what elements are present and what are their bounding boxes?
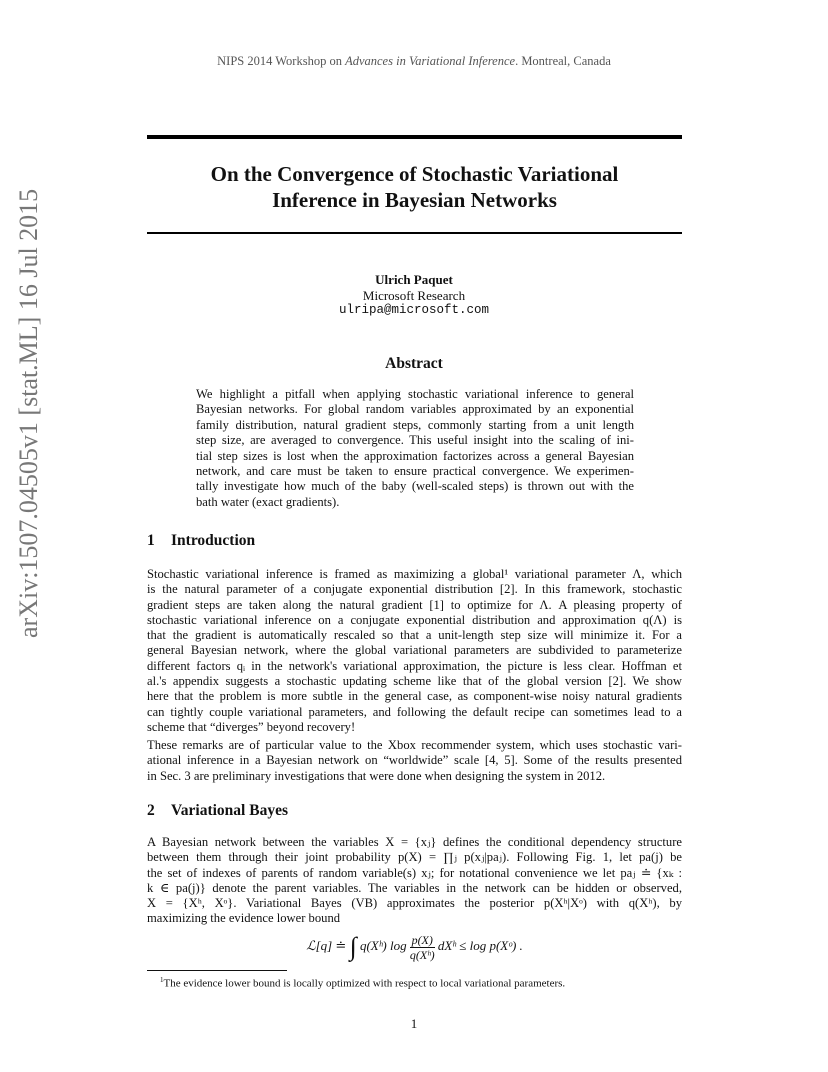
paragraph-line: in Sec. 3 are preliminary investigations that were done when designing the system in 2012.	[147, 768, 606, 783]
paper-title	[147, 161, 682, 213]
footnote	[160, 976, 565, 990]
equation-lhs: ℒ[q] ≐	[306, 937, 347, 953]
abstract-line: Bayesian networks. For global random variables approximated by an exponential	[196, 402, 634, 417]
paragraph-line: the set of indexes of parents of random variable(s) xⱼ; for notational convenience we let paⱼ ≐ {xₖ :	[147, 865, 682, 880]
title-line-1: On the Convergence of Stochastic Variational	[210, 162, 619, 186]
author-affiliation: Microsoft Research	[362, 287, 466, 303]
venue-prefix: NIPS 2014 Workshop on	[217, 54, 346, 68]
arxiv-stamp	[14, 188, 44, 640]
footnote-text: The evidence lower bound is locally optimized with respect to local variational parameters.	[163, 977, 566, 990]
paragraph-line: A Bayesian network between the variables X = {xⱼ} defines the conditional dependency structure	[147, 835, 682, 849]
author-email: ulripa@microsoft.com	[338, 303, 490, 317]
section-1-title: Introduction	[171, 532, 256, 549]
title-rule-top	[147, 135, 682, 139]
footnote-mark: 1	[160, 976, 164, 984]
section-2-heading	[147, 802, 288, 820]
fraction-denominator: q(Xʰ)	[409, 947, 435, 962]
paragraph-line: maximizing the evidence lower bound	[147, 911, 341, 926]
intro-paragraph-2	[147, 738, 682, 784]
author-name: Ulrich Paquet	[375, 272, 453, 287]
section-1-number: 1	[147, 532, 155, 549]
paragraph-line: stochastic variational inference on a conjugate exponential distribution and approximation q(Λ) is	[147, 612, 682, 627]
intro-paragraph-1	[147, 567, 682, 735]
abstract-line: family distribution, natural gradient steps, commonly starting from a unit length	[196, 417, 634, 432]
abstract-line: network, and care must be taken to ensure practical convergence. We experimen-	[196, 464, 634, 479]
paragraph-line: here that the problem is more subtle in the general case, as component-wise noisy natural gradients	[147, 689, 682, 704]
abstract-heading: Abstract	[385, 355, 443, 372]
venue-workshop: Advances in Variational Inference	[345, 54, 516, 68]
paragraph-line: between them through their joint probability p(X) = ∏ⱼ p(xⱼ|paⱼ). Following Fig. 1, let pa(j) be	[147, 850, 682, 865]
abstract-line: We highlight a pitfall when applying stochastic variational inference to general	[196, 387, 634, 401]
author-block	[0, 272, 828, 319]
abstract-line: step size, are averaged to convergence. This useful insight into the scaling of ini-	[196, 433, 634, 448]
paragraph-line: gradient steps are taken along the natural gradient [1] to optimize for Λ. A pleasing property of	[147, 597, 682, 612]
abstract-line: tial step sizes is lost when the approximation factorizes across a general Bayesian	[196, 448, 634, 463]
paragraph-line: general Bayesian network, where the global variational parameters are subdivided to parameterize	[147, 643, 682, 658]
title-rule-bottom	[147, 232, 682, 234]
page-number: 1	[410, 1016, 418, 1031]
equation-fraction	[410, 933, 435, 962]
paragraph-line: k ∈ pa(j)} denote the parent variables. The variables in the network can be hidden or observed,	[147, 880, 682, 895]
paragraph-line: scheme that “diverges” beyond recovery!	[147, 719, 356, 734]
venue-suffix: . Montreal, Canada	[515, 54, 611, 68]
section-2-title: Variational Bayes	[171, 802, 288, 819]
abstract-line: tally investigate how much of the baby (well-scaled steps) is thrown out with the	[196, 479, 634, 494]
abstract-line: bath water (exact gradients).	[196, 494, 340, 509]
footnote-rule	[147, 970, 287, 971]
venue-header	[0, 54, 828, 69]
vb-paragraph	[147, 835, 682, 927]
paragraph-line: These remarks are of particular value to the Xbox recommender system, which uses stochastic vari-	[147, 738, 682, 752]
paragraph-line: al.'s appendix suggests a stochastic updating scheme like that of the global version [2]. We show	[147, 674, 682, 689]
paragraph-line: Stochastic variational inference is framed as maximizing a global¹ variational parameter Λ, which	[147, 567, 682, 581]
paragraph-line: that the gradient is automatically rescaled so that a unit-length step size will minimize it. For a	[147, 628, 682, 643]
section-1-heading	[147, 532, 255, 550]
paragraph-line: can tightly couple variational parameters, and following the default recipe can sometimes lead to a	[147, 704, 682, 719]
integral-symbol: ∫	[349, 932, 357, 961]
section-2-number: 2	[147, 802, 155, 819]
abstract-body	[196, 387, 634, 510]
title-line-2: Inference in Bayesian Networks	[272, 188, 557, 212]
arxiv-stamp-text: arXiv:1507.04505v1 [stat.ML] 16 Jul 2015	[14, 188, 43, 638]
equation-rhs: dXʰ ≤ log p(Xᵒ) .	[437, 937, 523, 953]
paragraph-line: ational inference in a Bayesian network on “worldwide” scale [4, 5]. Some of the results presented	[147, 753, 682, 768]
paragraph-line: X = {Xʰ, Xᵒ}. Variational Bayes (VB) approximates the posterior p(Xʰ|Xᵒ) with q(Xʰ), by	[147, 896, 682, 911]
paragraph-line: different factors qᵢ in the network's variational approximation, the picture is less clear. Hoffman et	[147, 658, 682, 673]
equation-integrand: q(Xʰ) log	[359, 937, 407, 953]
fraction-numerator: p(X)	[411, 932, 433, 947]
elbo-equation	[147, 932, 682, 962]
paragraph-line: is the natural parameter of a conjugate exponential distribution [2]. In this framework, stochastic	[147, 582, 682, 597]
